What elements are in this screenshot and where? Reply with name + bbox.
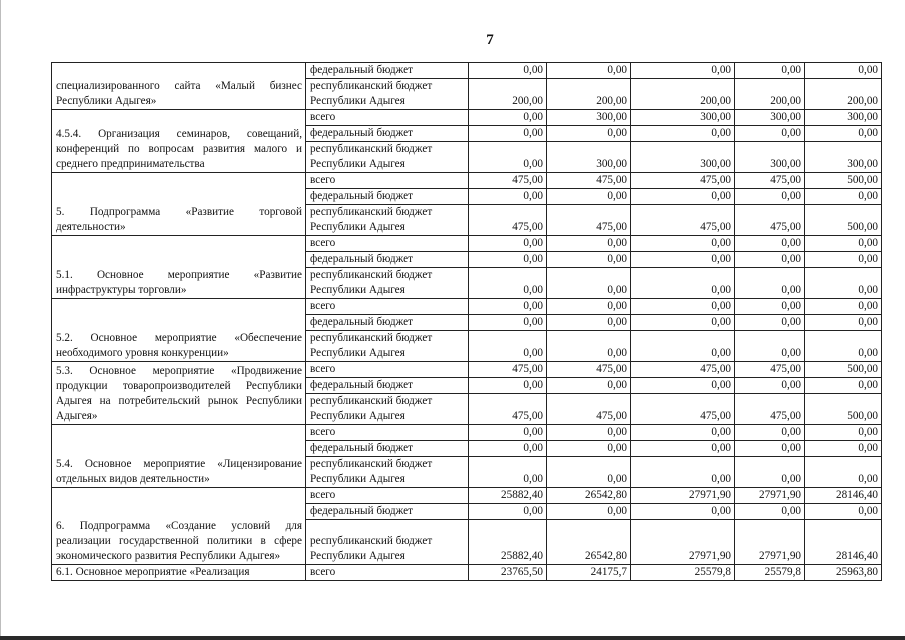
funding-source: республиканский бюджет Республики Адыгея	[306, 520, 469, 565]
row-description: 4.5.4. Организация семинаров, совещаний, конференций по вопросам развития малого и среднего предпринимательства	[52, 110, 306, 173]
amount-cell: 500,00	[805, 394, 882, 425]
amount-cell: 475,00	[547, 394, 631, 425]
amount-cell: 0,00	[631, 268, 735, 299]
row-description: 6. Подпрограмма «Создание условий для реализации государственной политики в сфере экономического развития Республики Адыгея»	[52, 488, 306, 565]
amount-cell: 0,00	[735, 252, 805, 268]
amount-cell: 0,00	[547, 63, 631, 79]
amount-cell: 0,00	[805, 425, 882, 441]
funding-source: федеральный бюджет	[306, 378, 469, 394]
amount-cell: 0,00	[631, 378, 735, 394]
amount-cell: 300,00	[735, 142, 805, 173]
page-left-edge	[0, 0, 1, 640]
amount-cell: 27971,90	[631, 488, 735, 504]
amount-cell: 0,00	[631, 252, 735, 268]
amount-cell: 475,00	[735, 362, 805, 378]
table-row	[52, 299, 882, 315]
amount-cell: 0,00	[735, 378, 805, 394]
amount-cell: 0,00	[631, 441, 735, 457]
amount-cell: 0,00	[735, 189, 805, 205]
amount-cell: 0,00	[735, 425, 805, 441]
funding-source: республиканский бюджет Республики Адыгея	[306, 268, 469, 299]
funding-source: федеральный бюджет	[306, 63, 469, 79]
amount-cell: 0,00	[735, 236, 805, 252]
funding-source: федеральный бюджет	[306, 441, 469, 457]
amount-cell: 0,00	[805, 504, 882, 520]
amount-cell: 24175,7	[547, 565, 631, 581]
amount-cell: 0,00	[805, 252, 882, 268]
amount-cell: 475,00	[631, 362, 735, 378]
amount-cell: 475,00	[631, 394, 735, 425]
amount-cell: 0,00	[735, 441, 805, 457]
table-row	[52, 362, 882, 378]
amount-cell: 0,00	[469, 126, 547, 142]
amount-cell: 475,00	[469, 205, 547, 236]
funding-source: республиканский бюджет Республики Адыгея	[306, 205, 469, 236]
amount-cell: 0,00	[631, 457, 735, 488]
amount-cell: 0,00	[631, 315, 735, 331]
amount-cell: 27971,90	[735, 520, 805, 565]
funding-source: всего	[306, 362, 469, 378]
table-row	[52, 425, 882, 441]
funding-source: республиканский бюджет Республики Адыгея	[306, 142, 469, 173]
amount-cell: 0,00	[631, 425, 735, 441]
amount-cell: 300,00	[805, 142, 882, 173]
table-row	[52, 565, 882, 581]
amount-cell: 0,00	[469, 299, 547, 315]
amount-cell: 0,00	[547, 299, 631, 315]
funding-source: всего	[306, 565, 469, 581]
row-description: специализированного сайта «Малый бизнес Республики Адыгея»	[52, 63, 306, 110]
amount-cell: 0,00	[547, 504, 631, 520]
amount-cell: 500,00	[805, 205, 882, 236]
amount-cell: 0,00	[469, 63, 547, 79]
amount-cell: 475,00	[735, 205, 805, 236]
amount-cell: 0,00	[469, 331, 547, 362]
amount-cell: 0,00	[547, 331, 631, 362]
table-row	[52, 488, 882, 504]
amount-cell: 0,00	[631, 189, 735, 205]
amount-cell: 475,00	[735, 394, 805, 425]
funding-source: всего	[306, 110, 469, 126]
amount-cell: 200,00	[631, 79, 735, 110]
amount-cell: 0,00	[735, 457, 805, 488]
amount-cell: 475,00	[547, 173, 631, 189]
amount-cell: 0,00	[469, 252, 547, 268]
row-description: 5.3. Основное мероприятие «Продвижение продукции товаропроизводителей Республики Адыгея на потребительский рынок Республики Адыгея»	[52, 362, 306, 425]
amount-cell: 0,00	[735, 63, 805, 79]
amount-cell: 0,00	[547, 441, 631, 457]
funding-source: республиканский бюджет Республики Адыгея	[306, 79, 469, 110]
amount-cell: 475,00	[631, 205, 735, 236]
amount-cell: 0,00	[805, 378, 882, 394]
amount-cell: 0,00	[631, 236, 735, 252]
amount-cell: 0,00	[469, 457, 547, 488]
amount-cell: 28146,40	[805, 488, 882, 504]
amount-cell: 0,00	[547, 315, 631, 331]
amount-cell: 200,00	[805, 79, 882, 110]
amount-cell: 0,00	[469, 425, 547, 441]
amount-cell: 0,00	[805, 299, 882, 315]
funding-source: всего	[306, 299, 469, 315]
amount-cell: 300,00	[547, 142, 631, 173]
amount-cell: 475,00	[469, 362, 547, 378]
amount-cell: 26542,80	[547, 488, 631, 504]
amount-cell: 0,00	[735, 504, 805, 520]
row-description: 5. Подпрограмма «Развитие торговой деятельности»	[52, 173, 306, 236]
amount-cell: 23765,50	[469, 565, 547, 581]
funding-source: республиканский бюджет Республики Адыгея	[306, 331, 469, 362]
amount-cell: 0,00	[469, 504, 547, 520]
amount-cell: 0,00	[547, 189, 631, 205]
amount-cell: 0,00	[805, 63, 882, 79]
budget-table	[51, 62, 882, 581]
amount-cell: 0,00	[469, 142, 547, 173]
amount-cell: 0,00	[631, 299, 735, 315]
amount-cell: 0,00	[805, 441, 882, 457]
amount-cell: 0,00	[735, 268, 805, 299]
amount-cell: 25882,40	[469, 488, 547, 504]
amount-cell: 0,00	[469, 236, 547, 252]
amount-cell: 0,00	[469, 189, 547, 205]
funding-source: федеральный бюджет	[306, 315, 469, 331]
amount-cell: 25963,80	[805, 565, 882, 581]
page-number: 7	[486, 32, 494, 48]
amount-cell: 200,00	[547, 79, 631, 110]
table-row	[52, 173, 882, 189]
budget-table-body	[52, 63, 882, 581]
amount-cell: 26542,80	[547, 520, 631, 565]
funding-source: федеральный бюджет	[306, 252, 469, 268]
amount-cell: 25579,8	[631, 565, 735, 581]
amount-cell: 500,00	[805, 362, 882, 378]
amount-cell: 25882,40	[469, 520, 547, 565]
amount-cell: 475,00	[469, 394, 547, 425]
amount-cell: 300,00	[735, 110, 805, 126]
funding-source: всего	[306, 236, 469, 252]
funding-source: федеральный бюджет	[306, 189, 469, 205]
funding-source: федеральный бюджет	[306, 126, 469, 142]
amount-cell: 0,00	[547, 252, 631, 268]
row-description: 6.1. Основное мероприятие «Реализация	[52, 565, 306, 581]
table-row	[52, 236, 882, 252]
amount-cell: 0,00	[547, 268, 631, 299]
table-row	[52, 110, 882, 126]
funding-source: всего	[306, 173, 469, 189]
amount-cell: 0,00	[631, 504, 735, 520]
amount-cell: 200,00	[469, 79, 547, 110]
amount-cell: 0,00	[805, 331, 882, 362]
amount-cell: 0,00	[469, 110, 547, 126]
funding-source: федеральный бюджет	[306, 504, 469, 520]
amount-cell: 28146,40	[805, 520, 882, 565]
amount-cell: 0,00	[805, 315, 882, 331]
amount-cell: 300,00	[631, 110, 735, 126]
amount-cell: 0,00	[735, 299, 805, 315]
amount-cell: 475,00	[631, 173, 735, 189]
amount-cell: 475,00	[735, 173, 805, 189]
amount-cell: 0,00	[547, 378, 631, 394]
amount-cell: 500,00	[805, 173, 882, 189]
amount-cell: 0,00	[469, 315, 547, 331]
amount-cell: 0,00	[469, 268, 547, 299]
amount-cell: 475,00	[469, 173, 547, 189]
amount-cell: 27971,90	[631, 520, 735, 565]
amount-cell: 0,00	[805, 189, 882, 205]
table-row	[52, 63, 882, 79]
amount-cell: 0,00	[469, 441, 547, 457]
funding-source: республиканский бюджет Республики Адыгея	[306, 394, 469, 425]
amount-cell: 200,00	[735, 79, 805, 110]
amount-cell: 300,00	[631, 142, 735, 173]
amount-cell: 0,00	[547, 425, 631, 441]
amount-cell: 0,00	[469, 378, 547, 394]
amount-cell: 0,00	[735, 126, 805, 142]
amount-cell: 475,00	[547, 362, 631, 378]
amount-cell: 0,00	[805, 457, 882, 488]
amount-cell: 0,00	[805, 268, 882, 299]
amount-cell: 0,00	[631, 331, 735, 362]
amount-cell: 0,00	[735, 331, 805, 362]
row-description: 5.4. Основное мероприятие «Лицензирование отдельных видов деятельности»	[52, 425, 306, 488]
amount-cell: 0,00	[805, 236, 882, 252]
amount-cell: 0,00	[735, 315, 805, 331]
row-description: 5.1. Основное мероприятие «Развитие инфраструктуры торговли»	[52, 236, 306, 299]
amount-cell: 0,00	[547, 236, 631, 252]
funding-source: республиканский бюджет Республики Адыгея	[306, 457, 469, 488]
amount-cell: 0,00	[547, 126, 631, 142]
amount-cell: 0,00	[631, 63, 735, 79]
amount-cell: 25579,8	[735, 565, 805, 581]
amount-cell: 0,00	[805, 126, 882, 142]
funding-source: всего	[306, 425, 469, 441]
amount-cell: 300,00	[805, 110, 882, 126]
funding-source: всего	[306, 488, 469, 504]
amount-cell: 0,00	[631, 126, 735, 142]
row-description: 5.2. Основное мероприятие «Обеспечение необходимого уровня конкуренции»	[52, 299, 306, 362]
amount-cell: 0,00	[547, 457, 631, 488]
amount-cell: 27971,90	[735, 488, 805, 504]
amount-cell: 475,00	[547, 205, 631, 236]
page-bottom-border	[0, 636, 905, 640]
amount-cell: 300,00	[547, 110, 631, 126]
